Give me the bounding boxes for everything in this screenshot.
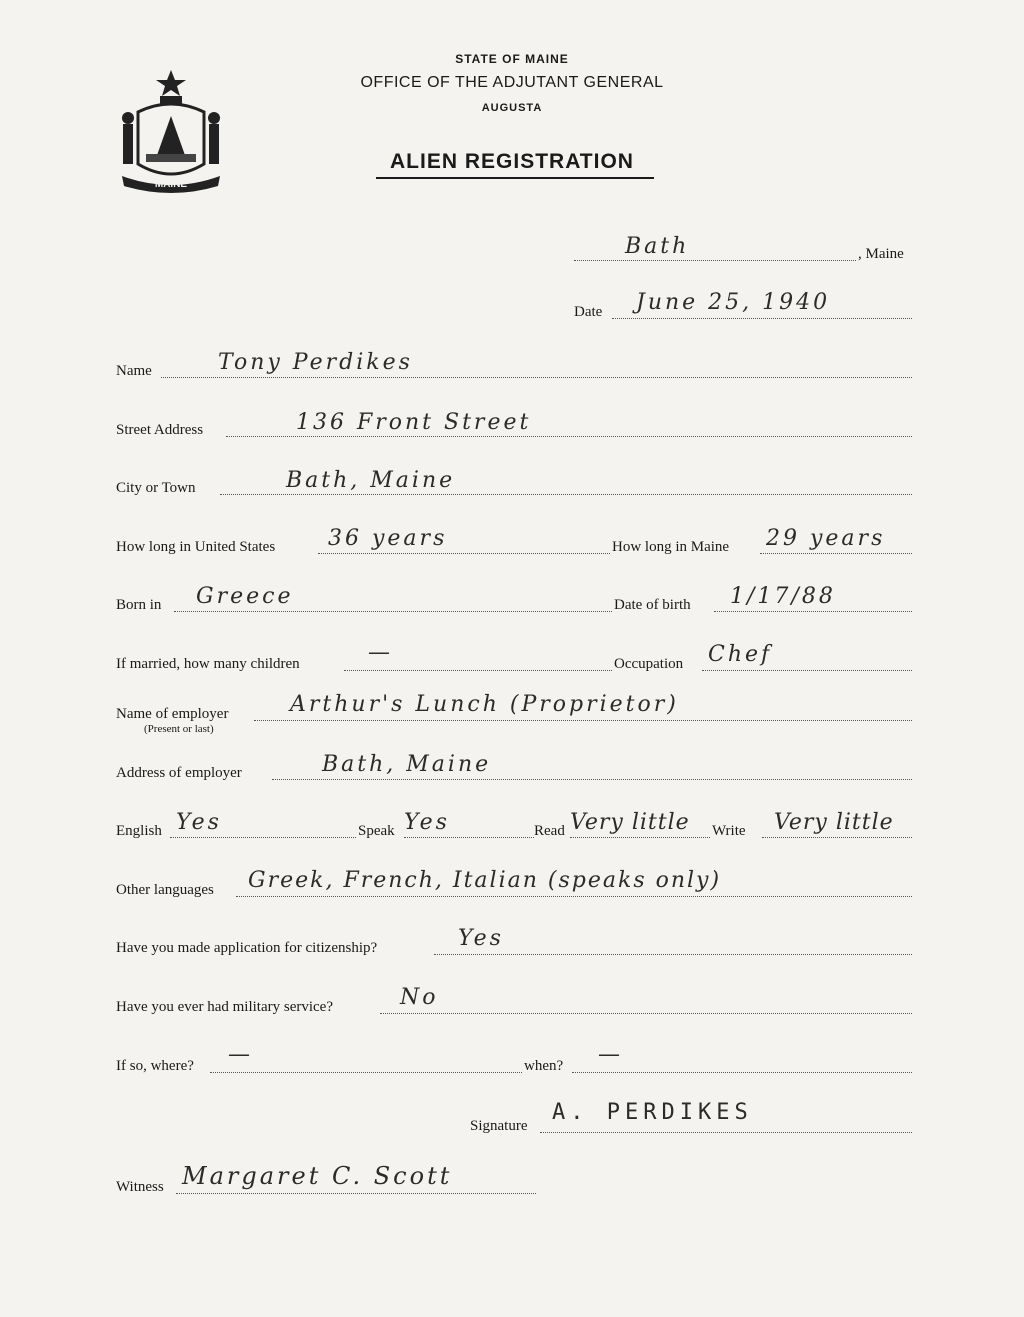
born-in-value: Greece xyxy=(196,584,294,609)
how-long-us-value: 36 years xyxy=(328,526,448,551)
employer-address-value: Bath, Maine xyxy=(322,752,492,777)
citizenship-line xyxy=(434,954,912,955)
english-value: Yes xyxy=(176,810,222,835)
city-heading: AUGUSTA xyxy=(481,102,543,114)
how-long-maine-label: How long in Maine xyxy=(612,539,730,555)
date-line xyxy=(612,318,912,319)
read-label: Read xyxy=(534,823,565,839)
children-line xyxy=(344,670,612,671)
speak-value: Yes xyxy=(404,810,450,835)
witness-value: Margaret C. Scott xyxy=(182,1162,453,1190)
form-title: ALIEN REGISTRATION xyxy=(390,150,634,173)
title-underline xyxy=(376,177,654,179)
street-value: 136 Front Street xyxy=(296,410,532,435)
read-line xyxy=(570,837,710,838)
other-languages-label: Other languages xyxy=(116,882,214,898)
street-line xyxy=(226,436,912,437)
maine-label: , Maine xyxy=(858,246,904,262)
city-line xyxy=(220,494,912,495)
speak-line xyxy=(404,837,534,838)
write-line xyxy=(762,837,912,838)
children-value: — xyxy=(368,640,393,665)
how-long-maine-line xyxy=(760,553,912,554)
date-of-birth-value: 1/17/88 xyxy=(730,584,836,609)
witness-label: Witness xyxy=(116,1179,164,1195)
how-long-us-line xyxy=(318,553,610,554)
svg-text:MAINE: MAINE xyxy=(154,179,188,190)
when-label: when? xyxy=(524,1058,564,1074)
citizenship-label: Have you made application for citizenship? xyxy=(116,940,378,956)
name-line xyxy=(161,377,912,378)
when-line xyxy=(572,1072,912,1073)
military-label: Have you ever had military service? xyxy=(116,999,333,1015)
speak-label: Speak xyxy=(358,823,395,839)
place-line xyxy=(574,260,856,261)
write-value: Very little xyxy=(774,810,894,835)
read-value: Very little xyxy=(570,810,690,835)
employer-note: (Present or last) xyxy=(144,723,214,735)
date-of-birth-label: Date of birth xyxy=(614,597,691,613)
state-heading: STATE OF MAINE xyxy=(455,52,569,66)
other-languages-value: Greek, French, Italian (speaks only) xyxy=(248,868,722,893)
date-value: June 25, 1940 xyxy=(636,290,831,315)
signature-value: A. PERDIKES xyxy=(552,1100,753,1125)
where-label: If so, where? xyxy=(116,1058,194,1074)
born-in-line xyxy=(174,611,612,612)
date-of-birth-line xyxy=(714,611,912,612)
occupation-label: Occupation xyxy=(614,656,684,672)
other-languages-line xyxy=(236,896,912,897)
city-label: City or Town xyxy=(116,480,196,496)
where-value: — xyxy=(228,1042,253,1067)
when-value: — xyxy=(598,1042,623,1067)
where-line xyxy=(210,1072,522,1073)
witness-line xyxy=(176,1193,536,1194)
signature-label: Signature xyxy=(470,1118,528,1134)
employer-label: Name of employer xyxy=(116,706,229,722)
english-line xyxy=(170,837,356,838)
city-value: Bath, Maine xyxy=(286,468,456,493)
employer-address-label: Address of employer xyxy=(116,765,242,781)
street-label: Street Address xyxy=(116,422,204,438)
occupation-line xyxy=(702,670,912,671)
children-label: If married, how many children xyxy=(116,656,300,672)
military-line xyxy=(380,1013,912,1014)
employer-line xyxy=(254,720,912,721)
how-long-maine-value: 29 years xyxy=(766,526,886,551)
write-label: Write xyxy=(712,823,746,839)
citizenship-value: Yes xyxy=(458,926,504,951)
signature-line xyxy=(540,1132,912,1133)
employer-value: Arthur's Lunch (Proprietor) xyxy=(290,692,679,717)
english-label: English xyxy=(116,823,162,839)
office-heading: OFFICE OF THE ADJUTANT GENERAL xyxy=(360,74,664,91)
place-value: Bath xyxy=(625,234,690,259)
name-value: Tony Perdikes xyxy=(218,350,413,375)
born-in-label: Born in xyxy=(116,597,162,613)
name-label: Name xyxy=(116,363,152,379)
employer-address-line xyxy=(272,779,912,780)
military-value: No xyxy=(400,985,439,1010)
occupation-value: Chef xyxy=(708,642,773,667)
date-label: Date xyxy=(574,304,603,320)
how-long-us-label: How long in United States xyxy=(116,539,276,555)
